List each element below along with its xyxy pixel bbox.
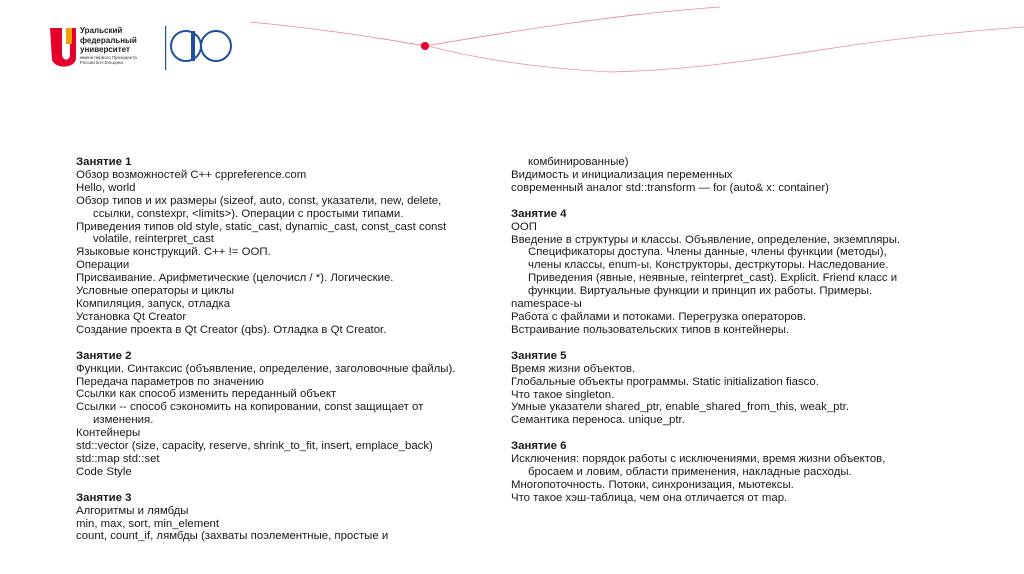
spacer <box>76 337 506 350</box>
logo-text <box>80 26 137 66</box>
text-line: Семантика переноса. unique_ptr. <box>511 414 685 427</box>
text-line: Спецификаторы доступа. Члены данные, члены функции (методы), <box>528 246 887 259</box>
text-line: Установка Qt Creator <box>76 310 187 323</box>
lesson-heading: Занятие 5 <box>511 349 567 362</box>
text-line: Передача параметров по значению <box>76 375 264 388</box>
spacer <box>511 337 961 350</box>
text-line: современный аналог std::transform — for (auto& x: container) <box>511 181 829 194</box>
text-line: Hello, world <box>76 181 136 194</box>
text-line: Алгоритмы и лямбды <box>76 504 189 517</box>
text-line: Исключения: порядок работы с исключениями, время жизни объектов, <box>511 453 886 466</box>
logo-sub-1: имени первого Президента <box>80 54 137 60</box>
lesson-heading: Занятие 3 <box>76 491 132 504</box>
lesson-heading: Занятие 1 <box>76 156 132 168</box>
logo-line-3: университет <box>80 45 130 54</box>
text-line: Code Style <box>76 465 132 478</box>
text-line: Присваивание. Арифметические (целочисл / *). Логические. <box>76 272 394 285</box>
text-line: Что такое singleton. <box>511 388 615 401</box>
lesson-heading: Занятие 6 <box>511 440 567 453</box>
text-line: Контейнеры <box>76 427 141 440</box>
text-line: Приведения типов old style, static_cast, dynamic_cast, const_cast const <box>76 220 447 233</box>
text-line: Встраивание пользовательских типов в контейнеры. <box>511 323 790 336</box>
syllabus-left-column <box>76 156 506 543</box>
text-line: Обзор возможностей C++ cppreference.com <box>76 168 307 181</box>
text-line: Работа с файлами и потоками. Перегрузка операторов. <box>511 310 807 323</box>
text-line: Видимость и инициализация переменных <box>511 168 733 181</box>
logo-line-1: Уральский <box>80 26 123 35</box>
spacer <box>511 427 961 440</box>
text-line: Что такое хэш-таблица, чем она отличается от map. <box>511 491 788 504</box>
text-line: Функции. Синтаксис (объявление, определение, заголовочные файлы). <box>76 362 456 375</box>
text-line: volatile, reinterpret_cast <box>93 233 214 246</box>
text-line: Время жизни объектов. <box>511 362 636 375</box>
spacer <box>511 195 961 208</box>
text-line: Умные указатели shared_ptr, enable_shared_from_this, weak_ptr. <box>511 401 849 414</box>
text-line: Глобальные объекты программы. Static initialization fiasco. <box>511 375 819 388</box>
lesson-heading: Занятие 4 <box>511 207 567 220</box>
text-line: Ссылки как способ изменить переданный объект <box>76 388 337 401</box>
text-line: Введение в структуры и классы. Объявление, определение, экземпляры. <box>511 233 901 246</box>
text-line: ссылки, constexpr, <limits>). Операции с простыми типами. <box>93 207 404 220</box>
text-line: count, count_if, лямбды (захваты поэлементные, простые и <box>76 530 389 543</box>
text-line: изменения. <box>93 414 154 427</box>
text-line: Создание проекта в Qt Creator (qbs). Отладка в Qt Creator. <box>76 323 387 336</box>
text-line: Многопоточность. Потоки, синхронизация, мьютексы. <box>511 478 794 491</box>
text-line: ООП <box>511 220 537 233</box>
text-line: Ссылки -- способ сэкономить на копировании, const защищает от <box>76 401 424 414</box>
text-line: Компиляция, запуск, отладка <box>76 297 231 310</box>
syllabus-right-column <box>511 156 961 505</box>
lesson-heading: Занятие 2 <box>76 349 132 362</box>
spacer <box>76 479 506 492</box>
university-logo <box>48 24 248 74</box>
text-line: std::map std::set <box>76 452 160 465</box>
text-line: Приведения (явные, неявные, reinterpret_cast). Explicit. Friend класс и <box>528 272 898 285</box>
text-line: std::vector (size, capacity, reserve, shrink_to_fit, insert, emplace_back) <box>76 440 433 453</box>
text-line: Операции <box>76 259 130 272</box>
red-dot-icon <box>421 42 429 50</box>
text-line: Условные операторы и циклы <box>76 285 235 298</box>
text-line: бросаем и ловим, области применения, накладные расходы. <box>528 466 852 479</box>
text-line: namespace-ы <box>511 298 582 311</box>
logo-line-2: федеральный <box>80 35 137 45</box>
text-line: min, max, sort, min_element <box>76 517 220 530</box>
text-line: комбинированные) <box>528 156 629 168</box>
text-line: Обзор типов и их размеры (sizeof, auto, const, указатели, new, delete, <box>76 194 442 207</box>
text-line: Языковые конструкций. C++ != ООП. <box>76 246 271 259</box>
text-line: члены классы, enum-ы. Конструкторы, дестркуторы. Наследование. <box>528 259 889 272</box>
text-line: функции. Виртуальные функции и принцип их работы. Примеры. <box>528 285 873 298</box>
logo-sub-2: России Б.Н.Ельцина <box>80 60 123 65</box>
